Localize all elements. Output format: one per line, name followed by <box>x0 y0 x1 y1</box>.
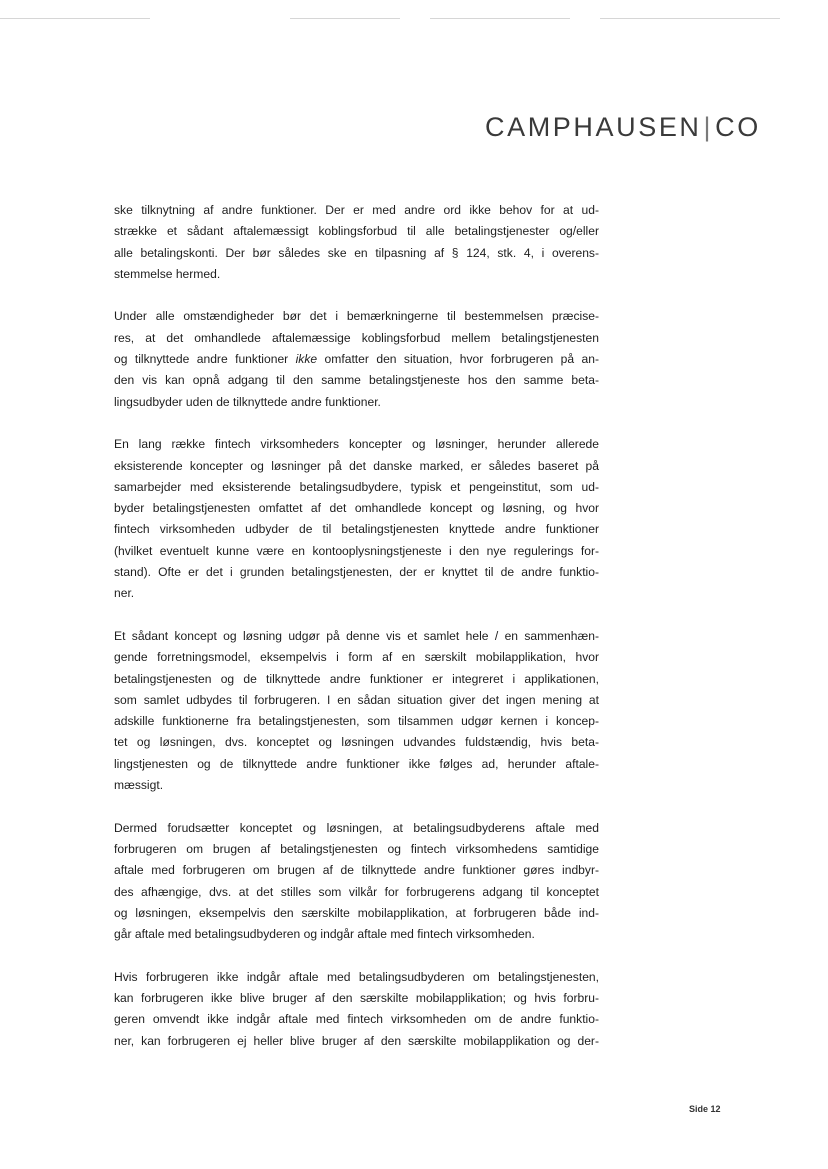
paragraph-5 <box>114 818 599 946</box>
document-body <box>114 200 599 1073</box>
text-line: lingsudbyder uden de tilknyttede andre funktioner. <box>114 394 381 409</box>
text-line: mæssigt. <box>114 778 164 793</box>
text-line-with-emphasis <box>114 349 599 370</box>
paragraph-3 <box>114 434 599 604</box>
text-line: gende forretningsmodel, eksempelvis i form af en særskilt mobilapplikation, hvor <box>114 650 599 665</box>
text-line: lingstjenesten og de tilknyttede andre funktioner ikke følges ad, herunder aftale- <box>114 756 599 771</box>
text-line: stemmelse hermed. <box>114 266 221 281</box>
text-line: betalingstjenesten og de tilknyttede andre funktioner er integreret i applikationen, <box>114 671 599 686</box>
text-line: ner. <box>114 586 135 601</box>
emphasis-word: ikke <box>295 352 318 367</box>
paragraph-1 <box>114 200 599 285</box>
paragraph-6 <box>114 967 599 1052</box>
text-line: fintech virksomheden udbyder de til betalingstjenesten knyttede andre funktioner <box>114 522 599 537</box>
text-line: res, at det omhandlede aftalemæssige koblingsforbud mellem betalingstjenesten <box>114 330 599 345</box>
text-line: som samlet udbydes til forbrugeren. I en sådan situation giver det ingen mening at <box>114 692 599 707</box>
text-line: og løsningen, eksempelvis den særskilte mobilapplikation, at forbrugeren både ind- <box>114 905 599 920</box>
text-line: aftale med forbrugeren om brugen af de tilknyttede andre funktioner gøres indbyr- <box>114 863 599 878</box>
text-line: Hvis forbrugeren ikke indgår aftale med betalingsudbyderen om betalingstjenesten, <box>114 969 599 984</box>
logo-wordmark: CAMPHAUSEN <box>485 112 702 142</box>
text-segment: omfatter den situation, hvor forbrugeren på an- <box>317 352 599 367</box>
text-line: Dermed forudsætter konceptet og løsningen, at betalingsudbyderens aftale med <box>114 820 599 835</box>
text-line: går aftale med betalingsudbyderen og indgår aftale med fintech virksomheden. <box>114 927 535 942</box>
text-line: Et sådant koncept og løsning udgør på denne vis et samlet hele / en sammenhæn- <box>114 628 599 643</box>
text-line: des afhængige, dvs. at det stilles som vilkår for forbrugerens adgang til konceptet <box>114 884 599 899</box>
text-line: stand). Ofte er det i grunden betalingstjenesten, der er knyttet til de andre funktio- <box>114 565 599 580</box>
text-line: tet og løsningen, dvs. konceptet og løsningen udvandes fuldstændig, hvis beta- <box>114 735 599 750</box>
company-logo <box>485 112 761 143</box>
text-line: geren omvendt ikke indgår aftale med fintech virksomheden om de andre funktio- <box>114 1012 599 1027</box>
text-line: alle betalingskonti. Der bør således ske en tilpasning af § 124, stk. 4, i overens- <box>114 245 599 260</box>
logo-separator: | <box>703 112 714 142</box>
text-line: ner, kan forbrugeren ej heller blive bruger af den særskilte mobilapplikation og der- <box>114 1033 599 1048</box>
text-line: eksisterende koncepter og løsninger på det danske marked, er således baseret på <box>114 458 599 473</box>
logo-suffix: CO <box>715 112 761 142</box>
text-line: adskille funktionerne fra betalingstjenesten, som tilsammen udgør kernen i koncep- <box>114 714 599 729</box>
page-number: Side 12 <box>689 1104 721 1114</box>
text-line: En lang række fintech virksomheders koncepter og løsninger, herunder allerede <box>114 437 599 452</box>
text-line: (hvilket eventuelt kunne være en kontooplysningstjeneste i den nye regulerings for- <box>114 543 599 558</box>
text-line: samarbejder med eksisterende betalingsudbydere, typisk et pengeinstitut, som ud- <box>114 479 599 494</box>
text-line: forbrugeren om brugen af betalingstjenesten og fintech virksomhedens samtidige <box>114 841 599 856</box>
text-line: byder betalingstjenesten omfattet af det omhandlede koncept og løsning, og hvor <box>114 501 599 516</box>
text-segment: og tilknyttede andre funktioner <box>114 352 296 367</box>
text-line: den vis kan opnå adgang til den samme betalingstjeneste hos den samme beta- <box>114 373 599 388</box>
scan-edge-artifact <box>0 14 828 22</box>
text-line: Under alle omstændigheder bør det i bemærkningerne til bestemmelsen præcise- <box>114 309 599 324</box>
text-line: strække et sådant aftalemæssigt koblingsforbud til alle betalingstjenester og/eller <box>114 224 599 239</box>
paragraph-2 <box>114 306 599 412</box>
text-line: ske tilknytning af andre funktioner. Der er med andre ord ikke behov for at ud- <box>114 203 599 217</box>
paragraph-4 <box>114 626 599 796</box>
text-line: kan forbrugeren ikke blive bruger af den særskilte mobilapplikation; og hvis forbru- <box>114 990 599 1005</box>
